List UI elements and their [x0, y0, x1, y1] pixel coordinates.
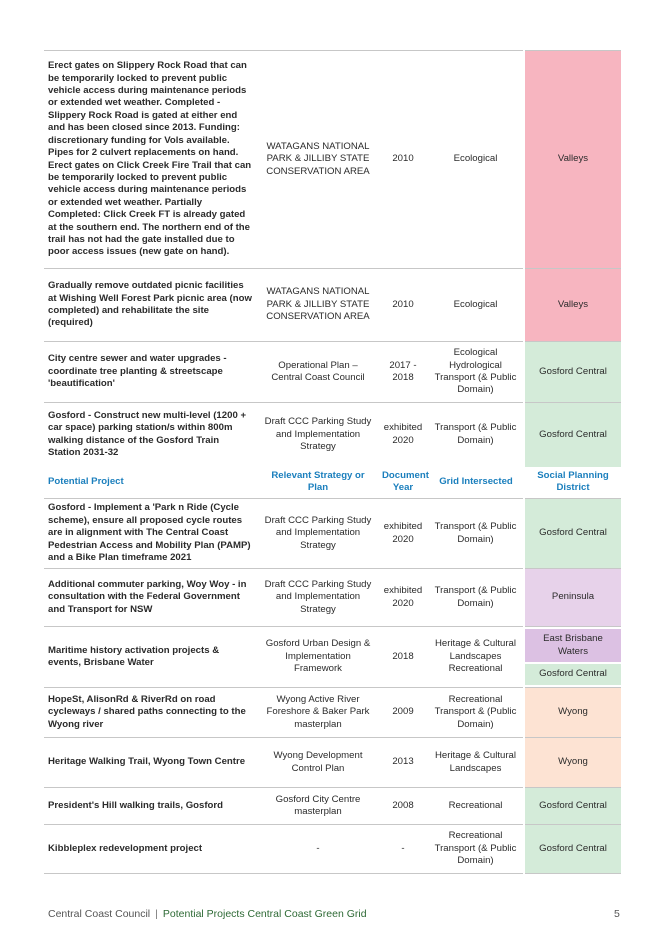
strategy-cell: Draft CCC Parking Study and Implementation Strategy — [258, 499, 378, 569]
district-east-brisbane-waters: East Brisbane Waters — [525, 629, 621, 662]
district-cell: Gosford Central — [524, 788, 622, 825]
strategy-cell: Gosford City Centre masterplan — [258, 788, 378, 825]
district-cell: Gosford Central — [524, 499, 622, 569]
strategy-cell: Operational Plan – Central Coast Council — [258, 342, 378, 403]
year-cell: 2013 — [378, 738, 428, 788]
grid-cell: Heritage & Cultural Landscapes Recreational — [428, 627, 524, 688]
header-strategy: Relevant Strategy or Plan — [271, 469, 365, 494]
strategy-cell: WATAGANS NATIONAL PARK & JILLIBY STATE CONSERVATION AREA — [258, 269, 378, 342]
district-cell: Gosford Central — [524, 825, 622, 874]
table-row — [44, 499, 622, 569]
projects-table — [44, 50, 623, 874]
grid-cell: Transport (& Public Domain) — [428, 569, 524, 627]
district-cell — [524, 627, 622, 688]
table-row — [44, 825, 622, 874]
project-cell: HopeSt, AlisonRd & RiverRd on road cycleways / shared paths connecting to the Wyong river — [44, 688, 258, 738]
project-cell: Gosford - Construct new multi-level (1200 + car space) parking station/s within 800m walking distance of the Gosford Train Station 2031-32 — [44, 403, 258, 467]
table-row — [44, 627, 622, 688]
table-row — [44, 403, 622, 467]
project-cell: City centre sewer and water upgrades - coordinate tree planting & streetscape 'beautification' — [44, 342, 258, 403]
grid-cell: Ecological — [428, 269, 524, 342]
page-footer — [48, 908, 367, 920]
strategy-cell: Gosford Urban Design & Implementation Framework — [258, 627, 378, 688]
district-cell: Gosford Central — [524, 403, 622, 467]
grid-cell: Recreational — [428, 788, 524, 825]
year-cell: 2010 — [378, 269, 428, 342]
footer-org: Central Coast Council — [48, 908, 151, 920]
year-cell: exhibited 2020 — [378, 403, 428, 467]
table-row — [44, 569, 622, 627]
grid-cell: Transport (& Public Domain) — [428, 403, 524, 467]
grid-cell: Transport (& Public Domain) — [428, 499, 524, 569]
strategy-cell: Wyong Active River Foreshore & Baker Park masterplan — [258, 688, 378, 738]
grid-cell: Recreational Transport (& Public Domain) — [428, 825, 524, 874]
table-row — [44, 788, 622, 825]
table-header-row — [44, 467, 622, 499]
year-cell: 2010 — [378, 51, 428, 269]
header-year: Document Year — [382, 469, 429, 494]
district-gosford-central: Gosford Central — [525, 662, 621, 684]
grid-cell: Recreational Transport & (Public Domain) — [428, 688, 524, 738]
project-cell: Gosford - Implement a 'Park n Ride (Cycle scheme), ensure all proposed cycle routes are in alignment with The Central Coast Pedestrian Access and Mobility Plan (PAMP) and a Bike Plan timeframe 2021 — [44, 499, 258, 569]
year-cell: 2017 - 2018 — [378, 342, 428, 403]
district-cell: Peninsula — [524, 569, 622, 627]
district-cell: Wyong — [524, 688, 622, 738]
district-cell: Gosford Central — [524, 342, 622, 403]
year-cell: exhibited 2020 — [378, 569, 428, 627]
strategy-cell: Wyong Development Control Plan — [258, 738, 378, 788]
year-cell: 2018 — [378, 627, 428, 688]
grid-cell: Ecological — [428, 51, 524, 269]
page-number: 5 — [614, 908, 620, 920]
year-cell: 2008 — [378, 788, 428, 825]
table-row — [44, 738, 622, 788]
table-row — [44, 269, 622, 342]
district-cell: Wyong — [524, 738, 622, 788]
grid-cell: Ecological Hydrological Transport (& Public Domain) — [428, 342, 524, 403]
strategy-cell: Draft CCC Parking Study and Implementation Strategy — [258, 569, 378, 627]
header-district: Social Planning District — [537, 469, 609, 494]
header-grid: Grid Intersected — [439, 476, 513, 488]
year-cell: - — [378, 825, 428, 874]
project-cell: Kibbleplex redevelopment project — [44, 825, 258, 874]
grid-cell: Heritage & Cultural Landscapes — [428, 738, 524, 788]
strategy-cell: - — [258, 825, 378, 874]
project-cell: Erect gates on Slippery Rock Road that can be temporarily locked to prevent public vehicle access during maintenance periods or extended wet weather. Completed - Slippery Rock Road is gated at either end and has been closed since 2013. Funding: discretionary funding for Vols available. Pipes for 2 culvert replacements on hand. Erect gates on Click Creek Fire Trail that can be temporarily locked to prevent public vehicle access during maintenance periods or extended wet weather. Partially Completed: Click Creek FT is already gated at the southern end. The northern end of the trail has not had the gate installed due to poor access issues (new gate on hand). — [44, 51, 258, 269]
year-cell: exhibited 2020 — [378, 499, 428, 569]
year-cell: 2009 — [378, 688, 428, 738]
header-project: Potential Project — [48, 476, 124, 488]
table-row — [44, 688, 622, 738]
footer-separator: | — [155, 908, 158, 920]
project-cell: Additional commuter parking, Woy Woy - in consultation with the Federal Government and Transport for NSW — [44, 569, 258, 627]
project-cell: President's Hill walking trails, Gosford — [44, 788, 258, 825]
district-cell: Valleys — [524, 269, 622, 342]
project-cell: Maritime history activation projects & events, Brisbane Water — [44, 627, 258, 688]
district-cell: Valleys — [524, 51, 622, 269]
strategy-cell: WATAGANS NATIONAL PARK & JILLIBY STATE CONSERVATION AREA — [258, 51, 378, 269]
footer-doc-title: Potential Projects Central Coast Green Grid — [162, 908, 367, 920]
project-cell: Heritage Walking Trail, Wyong Town Centre — [44, 738, 258, 788]
strategy-cell: Draft CCC Parking Study and Implementation Strategy — [258, 403, 378, 467]
table-row — [44, 342, 622, 403]
project-cell: Gradually remove outdated picnic facilities at Wishing Well Forest Park picnic area (now completed) and rehabilitate the site (required) — [44, 269, 258, 342]
table-row — [44, 51, 622, 269]
